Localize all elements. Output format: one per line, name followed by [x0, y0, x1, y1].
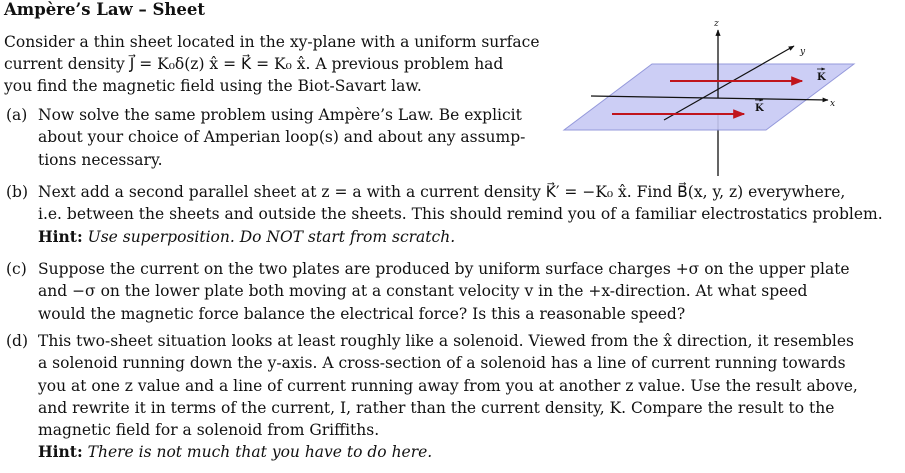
hint: [38, 226, 896, 248]
part-line: would the magnetic force balance the electrical force? Is this a reasonable speed?: [38, 304, 686, 323]
x-axis-label: x: [830, 99, 836, 109]
part-label: (b): [6, 183, 29, 201]
intro-line: Consider a thin sheet located in the xy-plane with a uniform surface: [4, 33, 540, 51]
hint: [38, 441, 896, 463]
part-line: magnetic field for a solenoid from Griffiths.: [38, 421, 380, 440]
part-line: and rewrite it in terms of the current, I, rather than the current density, K. Compare the result to the: [38, 398, 835, 417]
y-axis-label: y: [800, 47, 806, 57]
part-line: Suppose the current on the two plates are produced by uniform surface charges +σ on the upper plate: [38, 260, 850, 278]
hint-text: There is not much that you have to do here.: [87, 443, 433, 462]
page-title: Ampère’s Law – Sheet: [4, 0, 206, 19]
intro-paragraph: [4, 31, 552, 97]
current-label-back: K: [817, 72, 826, 83]
part-line: you at one z value and a line of current running away from you at another z value. Use the result above,: [38, 376, 858, 395]
part-label: (a): [6, 106, 28, 124]
problem-part-a: [6, 104, 554, 171]
part-line: Next add a second parallel sheet at z = a with a current density K⃗′ = −K₀ x̂. Find B⃗(x, y, z) everywhere,: [38, 183, 846, 201]
hint-text: Use superposition. Do NOT start from scratch.: [87, 227, 456, 246]
intro-line: current density J⃗ = K₀δ(z) x̂ = K⃗ = K₀ x̂. A previous problem had: [4, 55, 504, 73]
z-axis-label: z: [714, 19, 719, 29]
sheet-diagram: [556, 14, 856, 178]
intro-line: you find the magnetic field using the Biot-Savart law.: [4, 77, 422, 95]
part-line: tions necessary.: [38, 150, 163, 169]
part-line: about your choice of Amperian loop(s) and about any assump-: [38, 128, 526, 147]
part-line: Now solve the same problem using Ampère’s Law. Be explicit: [38, 106, 522, 124]
current-sheet: [564, 64, 854, 130]
part-line: and −σ on the lower plate both moving at a constant velocity v in the +x-direction. At what speed: [38, 282, 808, 301]
part-line: This two-sheet situation looks at least roughly like a solenoid. Viewed from the x̂ direction, it resembles: [38, 332, 854, 350]
part-line: i.e. between the sheets and outside the sheets. This should remind you of a familiar electrostatics problem.: [38, 205, 883, 224]
part-label: (c): [6, 260, 27, 278]
problem-part-b: [6, 181, 896, 248]
part-line: a solenoid running down the y-axis. A cross-section of a solenoid has a line of current running towards: [38, 354, 846, 373]
part-label: (d): [6, 332, 29, 350]
hint-label: Hint:: [38, 226, 83, 246]
problem-part-c: [6, 258, 896, 325]
current-label-front: K: [755, 103, 764, 114]
hint-label: Hint:: [38, 442, 83, 462]
problem-part-d: [6, 330, 896, 464]
